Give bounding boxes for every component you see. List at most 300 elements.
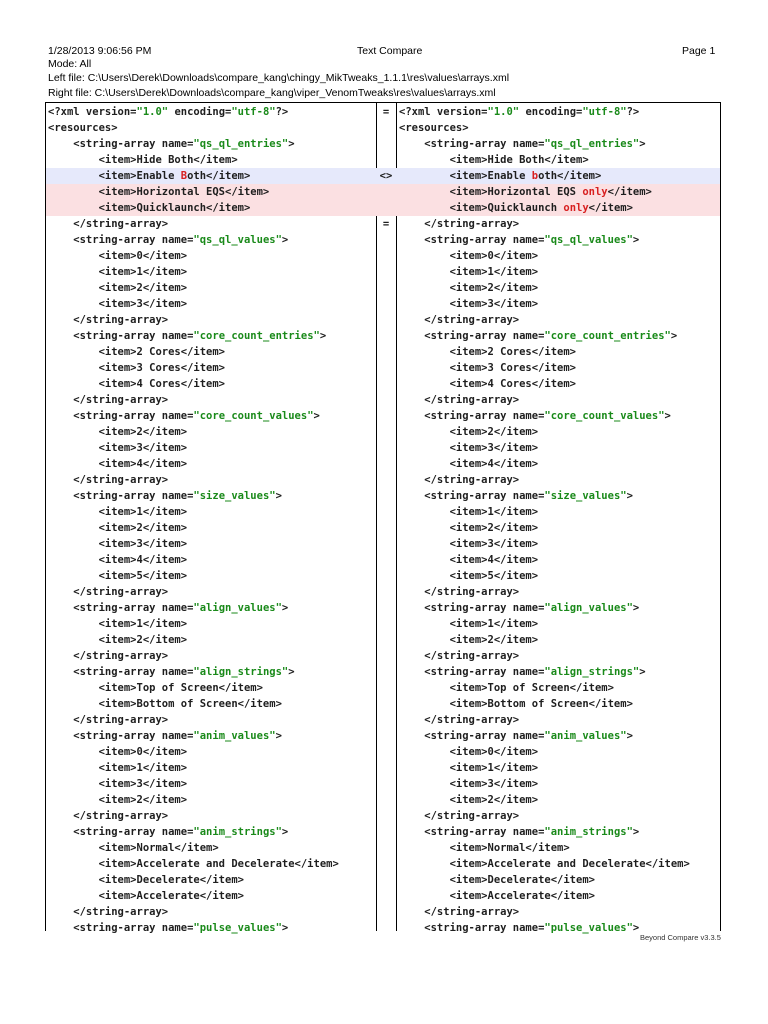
compare-row[interactable] [46, 312, 720, 328]
right-line [399, 312, 719, 328]
code-segment: encoding= [519, 106, 583, 118]
code-segment: <item>2</item> [399, 634, 539, 646]
left-line [48, 680, 376, 696]
diff-marker [378, 120, 394, 136]
code-segment: <item>4</item> [399, 554, 539, 566]
code-segment: <item>3</item> [399, 778, 539, 790]
diff-marker [378, 776, 394, 792]
compare-row[interactable] [46, 296, 720, 312]
diff-marker [378, 696, 394, 712]
code-segment: <item>Horizontal EQS [399, 186, 583, 198]
code-segment: </string-array> [399, 314, 520, 326]
right-line [399, 280, 719, 296]
right-line [399, 808, 719, 824]
code-segment: <?xml version= [48, 106, 137, 118]
code-segment: <string-array name= [48, 602, 194, 614]
diff-marker [378, 232, 394, 248]
compare-row[interactable] [46, 584, 720, 600]
left-line [48, 520, 376, 536]
code-segment: <item>Hide Both</item> [399, 154, 589, 166]
diff-marker [378, 616, 394, 632]
compare-row[interactable] [46, 776, 720, 792]
compare-row[interactable] [46, 760, 720, 776]
left-line [48, 216, 376, 232]
right-line [399, 856, 719, 872]
diff-marker [378, 920, 394, 936]
right-line [399, 120, 719, 136]
right-line [399, 888, 719, 904]
code-segment: </string-array> [48, 714, 169, 726]
right-line [399, 760, 719, 776]
code-segment: <item>Hide Both</item> [48, 154, 238, 166]
code-segment: <item>Decelerate</item> [48, 874, 244, 886]
code-segment: <item>4 Cores</item> [399, 378, 577, 390]
code-segment: <string-array name= [48, 490, 194, 502]
compare-row[interactable] [46, 104, 720, 120]
code-segment: <item>3</item> [399, 442, 539, 454]
code-segment: <string-array name= [48, 330, 194, 342]
right-line [399, 136, 719, 152]
code-segment: ?> [275, 106, 289, 118]
diff-marker [378, 424, 394, 440]
diff-marker [378, 328, 394, 344]
code-segment: <string-array name= [399, 490, 545, 502]
compare-row[interactable] [46, 408, 720, 424]
right-line [399, 152, 719, 168]
code-segment: encoding= [168, 106, 232, 118]
code-segment: b [531, 170, 539, 182]
diff-marker [378, 472, 394, 488]
right-line [399, 232, 719, 248]
code-segment: <item>1</item> [48, 762, 188, 774]
compare-row[interactable] [46, 888, 720, 904]
code-segment: <item>Top of Screen</item> [48, 682, 263, 694]
right-line [399, 600, 719, 616]
code-segment: "anim_strings" [193, 826, 282, 838]
compare-row[interactable] [46, 136, 720, 152]
code-segment: <item>Accelerate</item> [48, 890, 244, 902]
left-line [48, 776, 376, 792]
code-segment: <item>Accelerate and Decelerate</item> [48, 858, 339, 870]
code-segment: <string-array name= [48, 138, 194, 150]
code-segment: > [639, 138, 646, 150]
compare-row[interactable] [46, 808, 720, 824]
compare-grid [45, 102, 721, 934]
left-line [48, 808, 376, 824]
diff-marker [378, 360, 394, 376]
compare-row[interactable] [46, 680, 720, 696]
diff-row[interactable] [46, 200, 720, 216]
right-line [399, 296, 719, 312]
code-segment: > [288, 138, 295, 150]
code-segment: <item>2</item> [399, 282, 539, 294]
left-line [48, 264, 376, 280]
code-segment: "anim_values" [193, 730, 276, 742]
compare-row[interactable] [46, 328, 720, 344]
code-segment: <item>Normal</item> [48, 842, 219, 854]
left-line [48, 168, 376, 184]
left-line [48, 104, 376, 120]
right-file-path: Right file: C:\Users\Derek\Downloads\compare_kang\viper_VenomTweaks\res\values\arrays.xml [48, 87, 496, 99]
code-segment: <item>1</item> [399, 266, 539, 278]
code-segment: <item>Quicklaunch</item> [48, 202, 251, 214]
code-segment: <item>4</item> [48, 458, 188, 470]
right-line [399, 712, 719, 728]
right-line [399, 488, 719, 504]
code-segment: <item>2</item> [48, 282, 188, 294]
right-line [399, 360, 719, 376]
compare-row[interactable] [46, 248, 720, 264]
code-segment: <string-array name= [48, 730, 194, 742]
compare-row[interactable] [46, 600, 720, 616]
code-segment: <item>2</item> [48, 634, 188, 646]
code-segment: </string-array> [399, 714, 520, 726]
right-line [399, 616, 719, 632]
diff-marker [378, 648, 394, 664]
code-segment: <item>1</item> [48, 506, 188, 518]
left-line [48, 904, 376, 920]
compare-row[interactable] [46, 824, 720, 840]
left-line [48, 888, 376, 904]
compare-row[interactable] [46, 536, 720, 552]
right-line [399, 168, 719, 184]
code-segment: > [319, 330, 327, 342]
right-line [399, 408, 719, 424]
right-line [399, 744, 719, 760]
left-line [48, 728, 376, 744]
left-line [48, 488, 376, 504]
diff-marker [378, 744, 394, 760]
left-line [48, 568, 376, 584]
code-segment: <item>4</item> [48, 554, 188, 566]
code-segment: > [281, 234, 289, 246]
diff-marker [378, 136, 394, 152]
code-segment: <item>Decelerate</item> [399, 874, 595, 886]
diff-marker [378, 392, 394, 408]
compare-row[interactable] [46, 488, 720, 504]
code-segment: <item>2</item> [399, 794, 539, 806]
code-segment: </string-array> [48, 586, 169, 598]
code-segment: "utf-8" [582, 106, 627, 118]
diff-marker [378, 872, 394, 888]
code-segment: <string-array name= [48, 410, 194, 422]
code-segment: <string-array name= [48, 826, 194, 838]
left-line [48, 184, 376, 200]
right-line [399, 376, 719, 392]
code-segment: > [275, 730, 282, 742]
code-segment: <item>Bottom of Screen</item> [399, 698, 633, 710]
code-segment: <resources> [399, 122, 469, 134]
code-segment: "anim_strings" [544, 826, 633, 838]
code-segment: <string-array name= [399, 138, 545, 150]
diff-marker [378, 456, 394, 472]
code-segment: > [670, 330, 678, 342]
right-line [399, 872, 719, 888]
code-segment: <item>2</item> [399, 426, 539, 438]
diff-marker [378, 264, 394, 280]
code-segment: "align_values" [193, 602, 282, 614]
compare-row[interactable] [46, 920, 720, 936]
diff-row[interactable] [46, 184, 720, 200]
left-line [48, 296, 376, 312]
diff-marker [378, 600, 394, 616]
compare-row[interactable] [46, 280, 720, 296]
code-segment: <string-array name= [48, 922, 194, 934]
compare-row[interactable] [46, 696, 720, 712]
left-line [48, 472, 376, 488]
left-line [48, 200, 376, 216]
left-line [48, 744, 376, 760]
right-line [399, 344, 719, 360]
code-segment: oth</item> [187, 170, 251, 182]
compare-row[interactable] [46, 664, 720, 680]
compare-row[interactable] [46, 264, 720, 280]
code-segment: <item>2 Cores</item> [48, 346, 226, 358]
code-segment: > [632, 922, 640, 934]
code-segment: <item>Accelerate and Decelerate</item> [399, 858, 690, 870]
diff-marker [378, 760, 394, 776]
code-segment: "core_count_values" [544, 410, 665, 422]
code-segment: <item>1</item> [399, 618, 539, 630]
code-segment: <?xml version= [399, 106, 488, 118]
right-line [399, 504, 719, 520]
left-line [48, 696, 376, 712]
diff-marker [378, 488, 394, 504]
compare-row[interactable] [46, 856, 720, 872]
diff-marker [378, 888, 394, 904]
code-segment: <item>1</item> [399, 506, 539, 518]
left-line [48, 152, 376, 168]
left-line [48, 328, 376, 344]
left-line [48, 360, 376, 376]
code-segment: "core_count_entries" [544, 330, 671, 342]
left-line [48, 120, 376, 136]
diff-marker [378, 184, 394, 200]
compare-row[interactable] [46, 744, 720, 760]
code-segment: <item>Horizontal EQS</item> [48, 186, 270, 198]
right-line [399, 568, 719, 584]
right-line [399, 520, 719, 536]
code-segment: <item>2</item> [399, 522, 539, 534]
right-line [399, 680, 719, 696]
diff-marker [378, 376, 394, 392]
left-line [48, 504, 376, 520]
diff-row[interactable] [46, 168, 720, 184]
diff-marker [378, 680, 394, 696]
compare-row[interactable] [46, 376, 720, 392]
code-segment: > [632, 234, 640, 246]
code-segment: <item>3 Cores</item> [399, 362, 577, 374]
compare-row[interactable] [46, 552, 720, 568]
code-segment: "qs_ql_values" [544, 234, 633, 246]
code-segment: </string-array> [399, 650, 520, 662]
code-segment: <item>4 Cores</item> [48, 378, 226, 390]
left-line [48, 840, 376, 856]
left-line [48, 824, 376, 840]
diff-marker [378, 440, 394, 456]
compare-row[interactable] [46, 456, 720, 472]
right-line [399, 184, 719, 200]
report-date: 1/28/2013 9:06:56 PM [48, 45, 152, 57]
left-line [48, 440, 376, 456]
left-line [48, 312, 376, 328]
right-line [399, 248, 719, 264]
diff-marker [378, 712, 394, 728]
diff-marker: = [382, 218, 390, 230]
code-segment: "qs_ql_entries" [193, 138, 289, 150]
code-segment: </string-array> [399, 906, 520, 918]
code-segment: <string-array name= [399, 922, 545, 934]
left-line [48, 872, 376, 888]
compare-row[interactable] [46, 344, 720, 360]
diff-marker [378, 152, 394, 168]
right-line [399, 648, 719, 664]
diff-marker [378, 904, 394, 920]
code-segment: <item>Normal</item> [399, 842, 570, 854]
compare-row[interactable] [46, 504, 720, 520]
code-segment: </string-array> [399, 810, 520, 822]
compare-row[interactable] [46, 472, 720, 488]
left-line [48, 344, 376, 360]
compare-row[interactable] [46, 712, 720, 728]
code-segment: <string-array name= [399, 666, 545, 678]
left-line [48, 920, 376, 936]
code-segment: <string-array name= [399, 330, 545, 342]
code-segment: > [275, 490, 282, 502]
compare-row[interactable] [46, 568, 720, 584]
left-line [48, 248, 376, 264]
code-segment: </string-array> [48, 650, 169, 662]
code-segment: "1.0" [487, 106, 520, 118]
code-segment: <item>0</item> [48, 746, 188, 758]
code-segment: B [180, 170, 188, 182]
compare-row[interactable] [46, 904, 720, 920]
code-segment: > [639, 666, 646, 678]
code-segment: "1.0" [136, 106, 169, 118]
code-segment: only [582, 186, 608, 198]
code-segment: </string-array> [399, 394, 520, 406]
code-segment: <item>0</item> [48, 250, 188, 262]
compare-row[interactable] [46, 152, 720, 168]
code-segment: </string-array> [48, 474, 169, 486]
right-line [399, 792, 719, 808]
page-number: Page 1 [682, 45, 716, 57]
diff-marker [378, 296, 394, 312]
compare-row[interactable] [46, 120, 720, 136]
compare-row[interactable] [46, 520, 720, 536]
code-segment: <item>1</item> [399, 762, 539, 774]
diff-marker [378, 520, 394, 536]
code-segment: <string-array name= [399, 730, 545, 742]
code-segment: "utf-8" [231, 106, 276, 118]
code-segment: <item>2</item> [48, 522, 188, 534]
compare-row[interactable] [46, 728, 720, 744]
diff-marker [378, 632, 394, 648]
right-line [399, 776, 719, 792]
code-segment: <item>0</item> [399, 250, 539, 262]
compare-row[interactable] [46, 872, 720, 888]
code-segment: </string-array> [399, 474, 520, 486]
compare-row[interactable] [46, 392, 720, 408]
left-line [48, 232, 376, 248]
left-line [48, 712, 376, 728]
right-line [399, 424, 719, 440]
code-segment: </string-array> [48, 218, 169, 230]
code-segment: <item>2 Cores</item> [399, 346, 577, 358]
right-line [399, 840, 719, 856]
compare-row[interactable] [46, 360, 720, 376]
code-segment: only [563, 202, 589, 214]
left-line [48, 600, 376, 616]
code-segment: <item>Bottom of Screen</item> [48, 698, 282, 710]
diff-marker [378, 728, 394, 744]
diff-marker [378, 568, 394, 584]
left-line [48, 856, 376, 872]
code-segment: "align_strings" [193, 666, 289, 678]
compare-row[interactable] [46, 840, 720, 856]
code-segment: <item>3</item> [48, 442, 188, 454]
code-segment: "size_values" [193, 490, 276, 502]
compare-row[interactable] [46, 616, 720, 632]
code-segment: oth</item> [538, 170, 602, 182]
compare-row[interactable] [46, 440, 720, 456]
code-segment: <string-array name= [399, 410, 545, 422]
code-segment: </item> [607, 186, 652, 198]
compare-row[interactable] [46, 232, 720, 248]
diff-marker [378, 552, 394, 568]
code-segment: <resources> [48, 122, 118, 134]
left-line [48, 552, 376, 568]
code-segment: "align_strings" [544, 666, 640, 678]
right-line [399, 904, 719, 920]
code-segment: <string-array name= [48, 234, 194, 246]
diff-marker [378, 584, 394, 600]
code-segment: <item>Enable [399, 170, 532, 182]
code-segment: "qs_ql_values" [193, 234, 282, 246]
code-segment: <item>3</item> [399, 298, 539, 310]
right-line [399, 536, 719, 552]
code-segment: </string-array> [48, 906, 169, 918]
right-line [399, 696, 719, 712]
code-segment: > [288, 666, 295, 678]
code-segment: </string-array> [48, 314, 169, 326]
compare-row[interactable] [46, 648, 720, 664]
code-segment: <string-array name= [48, 666, 194, 678]
code-segment: </string-array> [399, 218, 520, 230]
diff-marker [378, 856, 394, 872]
compare-row[interactable] [46, 216, 720, 232]
code-segment: "core_count_entries" [193, 330, 320, 342]
compare-row[interactable] [46, 792, 720, 808]
code-segment: </string-array> [48, 394, 169, 406]
code-segment: <item>3</item> [48, 538, 188, 550]
diff-marker [378, 840, 394, 856]
code-segment: > [626, 730, 633, 742]
left-line [48, 664, 376, 680]
code-segment: </string-array> [48, 810, 169, 822]
diff-marker [378, 504, 394, 520]
left-line [48, 456, 376, 472]
diff-marker: <> [379, 170, 393, 182]
code-segment: <item>1</item> [48, 618, 188, 630]
right-line [399, 584, 719, 600]
right-line [399, 200, 719, 216]
compare-row[interactable] [46, 632, 720, 648]
diff-marker [378, 280, 394, 296]
right-line [399, 104, 719, 120]
left-file-path: Left file: C:\Users\Derek\Downloads\compare_kang\chingy_MikTweaks_1.1.1\res\values\arrays.xml [48, 72, 510, 84]
compare-row[interactable] [46, 424, 720, 440]
